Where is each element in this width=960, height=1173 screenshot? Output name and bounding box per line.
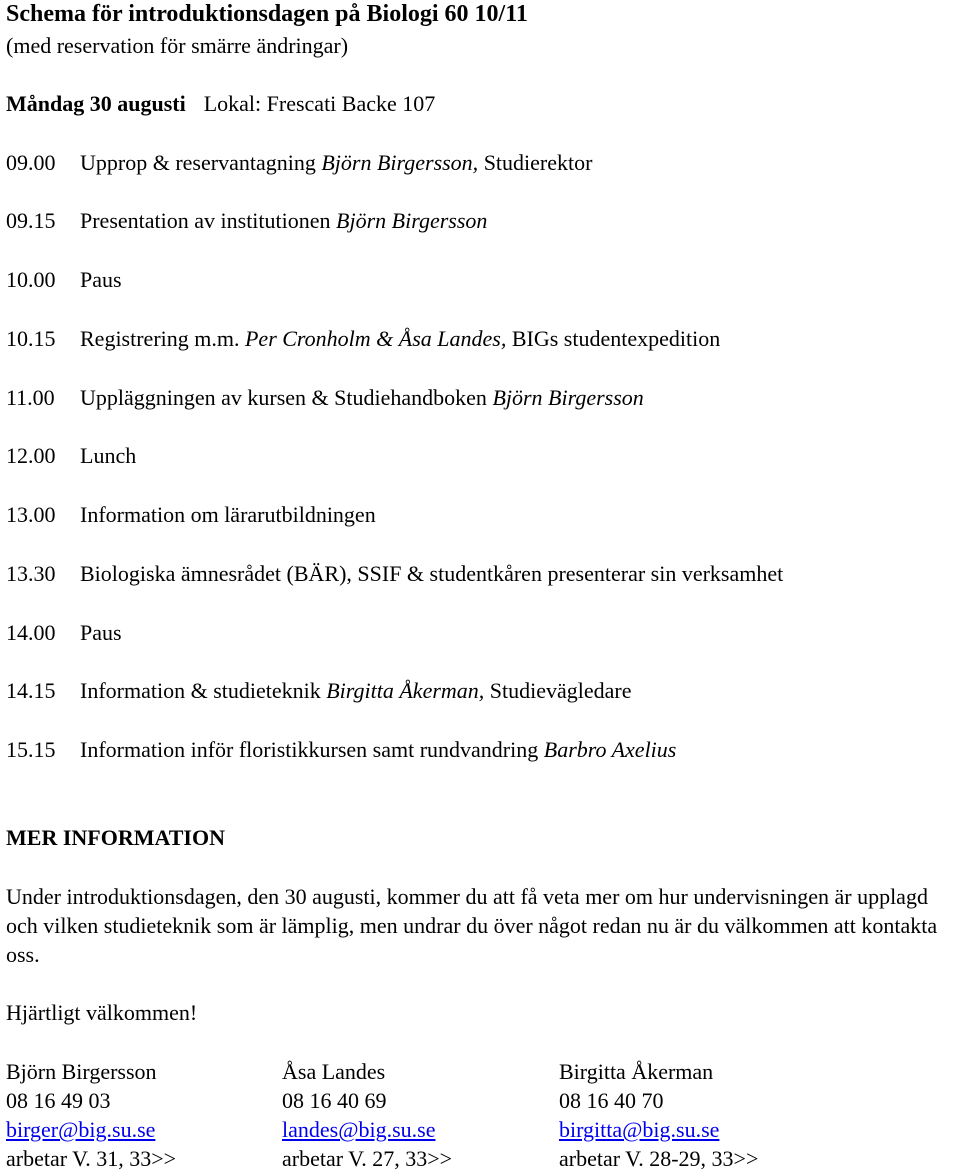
contact-card [559, 1057, 758, 1173]
page-subtitle: (med reservation för smärre ändringar) [6, 33, 349, 58]
contact-card [6, 1057, 176, 1173]
schedule-item [6, 265, 122, 294]
schedule-item [6, 383, 644, 412]
contact-name: Birgitta Åkerman [559, 1059, 714, 1084]
schedule-item [6, 148, 592, 177]
schedule-text: Paus [80, 267, 122, 292]
contact-weeks: arbetar V. 27, 33>> [282, 1146, 453, 1171]
contact-name: Åsa Landes [282, 1059, 386, 1084]
schedule-time: 09.00 [6, 150, 56, 175]
schedule-person: Björn Birgersson [492, 385, 644, 410]
contact-weeks: arbetar V. 31, 33>> [6, 1146, 177, 1171]
schedule-item [6, 206, 487, 235]
schedule-text: Biologiska ämnesrådet (BÄR), SSIF & studentkåren presenterar sin verksamhet [80, 561, 784, 586]
schedule-person: Barbro Axelius [543, 737, 677, 762]
contact-name: Björn Birgersson [6, 1059, 157, 1084]
page-title: Schema för introduktionsdagen på Biologi 60 10/11 [6, 1, 528, 27]
schedule-person: Björn Birgersson [336, 208, 488, 233]
schedule-time: 13.00 [6, 502, 56, 527]
schedule-text: Registrering m.m. [80, 326, 240, 351]
schedule-text: Information inför floristikkursen samt rundvandring [80, 737, 539, 762]
contacts-section [6, 1057, 956, 1172]
location-label: Lokal: Frescati Backe 107 [203, 91, 436, 116]
contact-weeks: arbetar V. 28-29, 33>> [559, 1146, 759, 1171]
schedule-time: 10.15 [6, 326, 56, 351]
schedule-time: 14.15 [6, 678, 56, 703]
schedule-item [6, 735, 676, 764]
contact-phone: 08 16 40 69 [282, 1088, 387, 1113]
schedule-text: Uppläggningen av kursen & Studiehandboken [80, 385, 487, 410]
schedule-text: Paus [80, 620, 122, 645]
schedule-time: 12.00 [6, 443, 56, 468]
contact-email-link[interactable]: birgitta@big.su.se [559, 1117, 720, 1142]
schedule-item [6, 324, 720, 353]
schedule-person: Per Cronholm & Åsa Landes, [244, 326, 507, 351]
more-info-paragraph: Under introduktionsdagen, den 30 augusti, kommer du att få veta mer om hur undervisningen är upplagd och vilken studieteknik som är lämplig, men undrar du över något redan nu är du välkommen att kontakta oss. [6, 884, 938, 967]
schedule-time: 15.15 [6, 737, 56, 762]
schedule-time: 14.00 [6, 620, 56, 645]
schedule-time: 13.30 [6, 561, 56, 586]
schedule-time: 10.00 [6, 267, 56, 292]
schedule-text: Lunch [80, 443, 137, 468]
more-info-heading: MER INFORMATION [6, 825, 225, 850]
schedule-text: Information & studieteknik [80, 678, 321, 703]
contact-phone: 08 16 49 03 [6, 1088, 111, 1113]
schedule-item [6, 559, 783, 588]
day-line [6, 89, 435, 118]
day-label: Måndag 30 augusti [6, 91, 186, 116]
schedule-text: Presentation av institutionen [80, 208, 331, 233]
schedule-suffix: Studievägledare [489, 678, 632, 703]
schedule-item [6, 500, 376, 529]
schedule-person: Björn Birgersson, [321, 150, 479, 175]
schedule-time: 11.00 [6, 385, 55, 410]
contact-email-link[interactable]: landes@big.su.se [282, 1117, 436, 1142]
schedule-suffix: BIGs studentexpedition [511, 326, 721, 351]
contact-phone: 08 16 40 70 [559, 1088, 664, 1113]
schedule-person: Birgitta Åkerman, [326, 678, 485, 703]
schedule-text: Upprop & reservantagning [80, 150, 316, 175]
schedule-item [6, 618, 122, 647]
schedule-suffix: Studierektor [483, 150, 593, 175]
schedule-item [6, 441, 136, 470]
schedule-item [6, 676, 632, 705]
schedule-text: Information om lärarutbildningen [80, 502, 376, 527]
contact-card [282, 1057, 452, 1173]
closing-greeting: Hjärtligt välkommen! [6, 1000, 198, 1025]
schedule-time: 09.15 [6, 208, 56, 233]
contact-email-link[interactable]: birger@big.su.se [6, 1117, 156, 1142]
